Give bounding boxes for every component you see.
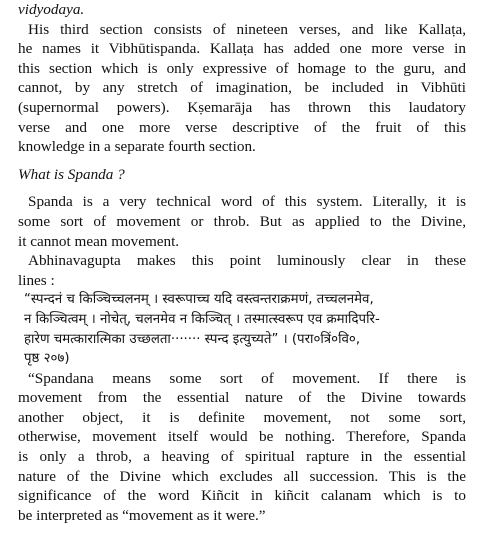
- text-line: nature of the Divine which excludes all succession. This is the: [18, 467, 466, 485]
- text-line: movement from the essential nature of the Divine towards: [18, 389, 466, 407]
- text-line: another object, it is definite movement, not some sort,: [18, 408, 466, 426]
- text-line: it cannot mean movement.: [18, 232, 180, 250]
- sanskrit-quotation: [18, 290, 466, 368]
- text-line: हारेण चमत्कारात्मिका उच्छलता······· स्पन्द इत्युच्यते” । (परा०त्रिं०वि०,: [24, 331, 361, 347]
- paragraph-translation: [18, 369, 466, 526]
- text-line: “Spandana means some sort of movement. If there is: [28, 369, 466, 387]
- text-line: be interpreted as “movement as it were.”: [18, 506, 266, 524]
- text-line: cannot, by any stretch of imagination, be included in Vibhūti: [18, 79, 466, 97]
- text-line: His third section consists of nineteen verses, and like Kallaṭa,: [28, 20, 466, 38]
- paragraph-abhinavagupta: [18, 251, 466, 290]
- text-line: knowledge in a separate fourth section.: [18, 138, 256, 156]
- paragraph-third-section: [18, 20, 466, 157]
- text-line: न किञ्चित्वम् । नोचेत्, चलनमेव न किञ्चित् । तस्मात्स्वरूप एव क्रमादिपरि-: [24, 311, 380, 327]
- text-line: Abhinavagupta makes this point luminously clear in these: [28, 252, 466, 270]
- text-line: significance of the word Kiñcit in kiñcit calanam which is to: [18, 487, 466, 505]
- document-page: [18, 0, 466, 525]
- text-line: otherwise, movement itself would be nothing. Therefore, Spanda: [18, 428, 466, 446]
- text-line: (supernormal powers). Kṣemarāja has thrown this laudatory: [18, 98, 466, 116]
- text-line: Spanda is a very technical word of this system. Literally, it is: [28, 193, 466, 211]
- text-line: vidyodaya.: [18, 1, 85, 18]
- text-line: lines :: [18, 271, 55, 289]
- text-line: is only a throb, a heaving of spiritual rapture in the essential: [18, 448, 466, 466]
- text-line: पृष्ठ २०७): [24, 351, 70, 367]
- text-line: he names it Vibhūtispanda. Kallaṭa has added one more verse in: [18, 40, 466, 58]
- text-line: verse and one more verse descriptive of the fruit of this: [18, 118, 466, 136]
- paragraph-spanda-definition: [18, 192, 466, 251]
- text-line: this section which is only expressive of homage to the guru, and: [18, 59, 466, 77]
- text-line: “स्पन्दनं च किञ्चिच्चलनम् । स्वरूपाच्च यदि वस्त्वन्तराक्रमणं, तच्चलनमेव,: [24, 292, 374, 308]
- text-line: some sort of movement or throb. But as applied to the Divine,: [18, 212, 466, 230]
- section-heading: What is Spanda ?: [18, 165, 125, 183]
